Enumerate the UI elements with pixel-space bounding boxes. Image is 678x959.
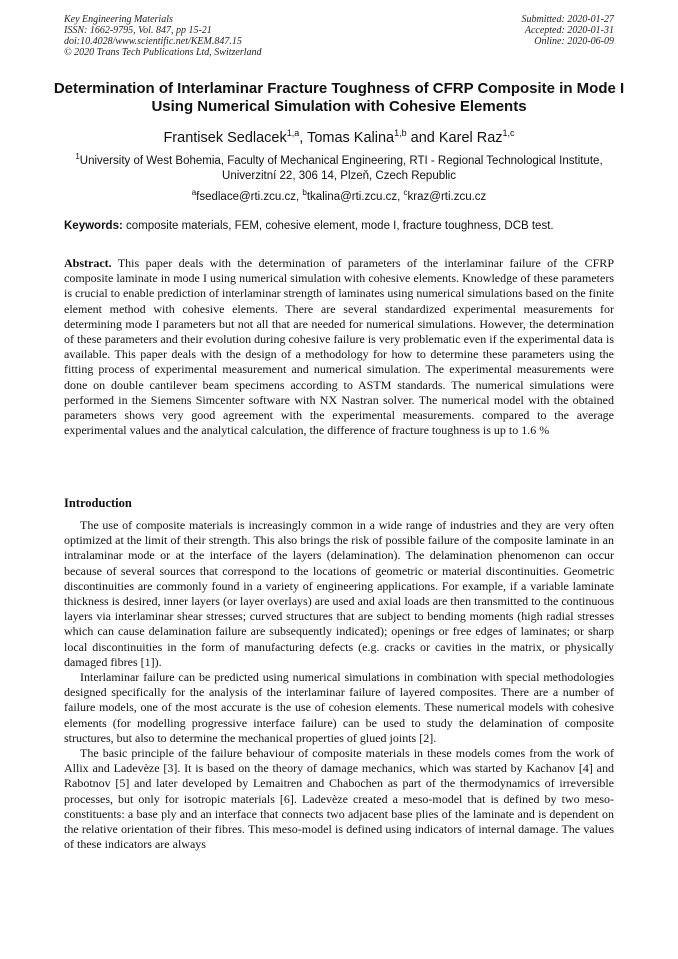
author-affiliation-mark: 1,a (286, 128, 300, 138)
author-separator: , (299, 129, 308, 146)
email-mark: a (191, 188, 197, 197)
submitted-date: Submitted: 2020-01-27 (521, 14, 614, 25)
email-link[interactable]: tkalina@rti.zcu.cz (306, 190, 398, 203)
journal-name: Key Engineering Materials (64, 14, 173, 25)
introduction-body (64, 518, 614, 852)
journal-info (64, 14, 262, 58)
author-separator: and (406, 129, 439, 146)
email-separator: , (397, 190, 404, 203)
email-mark: c (403, 188, 408, 197)
author-affiliation-mark: 1,c (502, 128, 515, 138)
email-list (40, 186, 638, 204)
abstract-label: Abstract. (64, 256, 112, 270)
author-affiliation-mark: 1,b (394, 128, 407, 138)
author-list (40, 124, 638, 147)
affiliation-mark: 1 (75, 152, 80, 161)
abstract (64, 256, 614, 438)
author-name: Frantisek Sedlacek (163, 129, 287, 146)
abstract-text: This paper deals with the determination of parameters of the interlaminar failure of the CFRP composite laminate in mode I using numerical simulation with cohesive elements. Knowledge of these parameters is crucial to enable prediction of interlaminar strength of laminates using numerical simulations based on the finite element method with cohesive elements. There are several standardized experimental measurements for determining mode I parameters but not all that are needed for numerical simulations. However, the determination of these parameters and their evolution during cohesive failure is very problematic even if the experimental data is available. This paper deals with the design of a methodology for how to determine these parameters using the fitting process of experimental measurement and numerical simulation. The experimental measurements were done on double cantilever beam specimens according to ASTM standards. The numerical simulations were performed in the Siemens Simcenter software with NX Nastran solver. The numerical model with the obtained parameters shows very good agreement with the experimental measurements. compared to the average experimental values and the analytical calculation, the difference of fracture toughness is up to 1.6 % (64, 256, 614, 438)
author-name: Tomas Kalina (307, 129, 395, 146)
keywords-text: composite materials, FEM, cohesive element, mode I, fracture toughness, DCB test. (126, 220, 554, 232)
affiliation (60, 149, 618, 184)
email-link[interactable]: fsedlace@rti.zcu.cz (196, 190, 297, 203)
email-link[interactable]: kraz@rti.zcu.cz (407, 190, 487, 203)
accepted-date: Accepted: 2020-01-31 (524, 25, 614, 36)
email-mark: b (302, 188, 307, 197)
paper-title: Determination of Interlaminar Fracture Toughness of CFRP Composite in Mode I Using Numerical Simulation with Cohesive Elements (53, 80, 625, 115)
keywords-label: Keywords: (64, 220, 123, 232)
body-paragraph: Interlaminar failure can be predicted using numerical simulations in combination with special methodologies designed specifically for the analysis of the interlaminar failure of layered composites. There are a number of failure models, one of the most accurate is the use of cohesion elements. These numerical models with cohesive elements (for modelling progressive interface failure) can be used to study the delamination of composite structures, but also to determine the mechanical properties of glued joints [2]. (64, 670, 614, 745)
copyright-line: © 2020 Trans Tech Publications Ltd, Switzerland (64, 47, 262, 58)
doi-line: doi:10.4028/www.scientific.net/KEM.847.15 (64, 36, 242, 47)
email-separator: , (296, 190, 303, 203)
publication-dates (522, 14, 615, 47)
online-date: Online: 2020-06-09 (534, 36, 614, 47)
keywords (64, 219, 614, 234)
body-paragraph: The basic principle of the failure behaviour of composite materials in these models comes from the work of Allix and Ladevèze [3]. It is based on the theory of damage mechanics, which was started by Kachanov [4] and Rabotnov [5] and later developed by Lemaitren and Chabochen as part of the thermodynamics of irreversible processes, but only for isotropic materials [6]. Ladevèze created a meso-model that is defined by two meso-constituents: a base ply and an interface that connects two adjacent base plies of the laminate and is dependent on the relative orientation of their fibres. This meso-model is defined using indicators of internal damage. The values of these indicators are always (64, 746, 614, 852)
introduction-heading: Introduction (64, 496, 132, 510)
issn-line: ISSN: 1662-9795, Vol. 847, pp 15-21 (64, 25, 212, 36)
author-name: Karel Raz (438, 129, 503, 146)
body-paragraph: The use of composite materials is increasingly common in a wide range of industries and they are very often optimized at the limit of their strength. This also brings the risk of possible failure of the composite laminate in an intralaminar mode or at the interface of the layers (delamination). The delamination phenomenon can occur because of several sources that correspond to the locations of geometric or material discontinuities. Geometric discontinuities are commonly found in a variety of engineering applications. For example, if a variable laminate thickness is desired, inner layers (or layer overlays) are used and axial loads are then transmitted to the continuous layers via interlaminar shear stresses; curved structures that are subject to bending moments (high radial stresses which can cause delamination failure are subsequently indicated); openings or free edges of laminates; or sharp local discontinuities in the form of manufacturing defects (e.g. cracks or cavities in the matrix, or physically damaged fibres [1]). (64, 518, 614, 669)
affiliation-text: University of West Bohemia, Faculty of Mechanical Engineering, RTI - Regional Technological Institute, Univerzitní 22, 306 14, Plzeň, Czech Republic (79, 154, 603, 182)
